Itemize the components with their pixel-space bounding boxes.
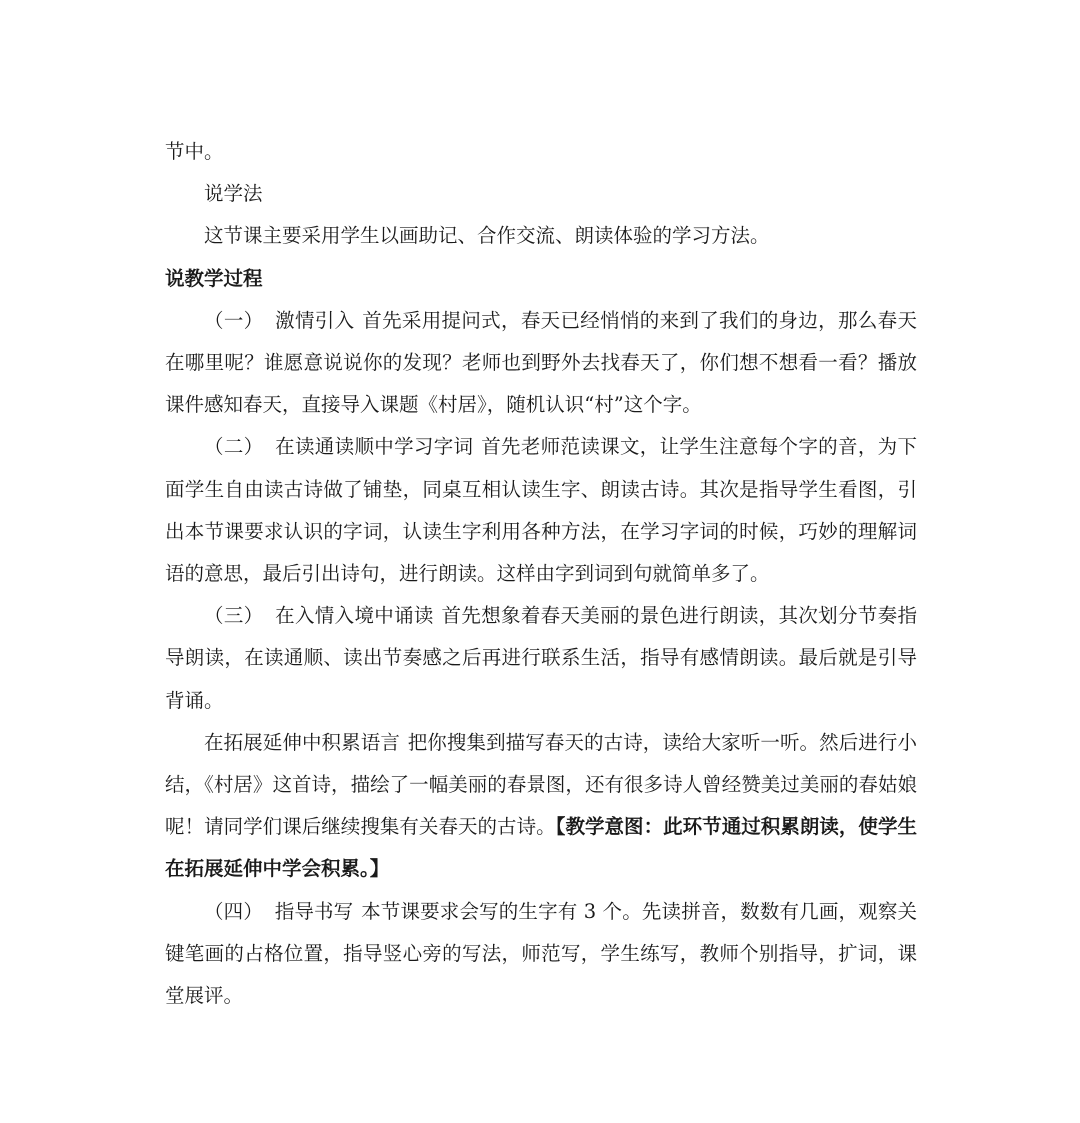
teaching-intent-note: 【教学意图：此环节通过积累朗读，使学生在拓展延伸中学会积累。】 bbox=[165, 815, 917, 881]
paragraph-step-1 bbox=[165, 300, 917, 427]
step-1-title: 激情引入 bbox=[275, 308, 355, 332]
step-1-label: （一） bbox=[204, 308, 264, 332]
step-4-title: 指导书写 bbox=[274, 899, 354, 923]
paragraph-step-2 bbox=[165, 426, 917, 595]
document-body bbox=[165, 131, 917, 1017]
paragraph-step-3-extension bbox=[165, 722, 917, 891]
step-1-text: 首先采用提问式，春天已经悄悄的来到了我们的身边，那么春天在哪里呢？谁愿意说说你的发现？老师也到野外去找春天了，你们想不想看一看？播放课件感知春天，直接导入课题《村居》，随机认识“村”这个字。 bbox=[165, 308, 917, 417]
section-heading-teaching-process: 说教学过程 bbox=[165, 266, 263, 290]
step-4-label: （四） bbox=[204, 899, 263, 923]
step-4-text: 本节课要求会写的生字有 3 个。先读拼音，数数有几画，观察关键笔画的占格位置，指导竖心旁的写法，师范写，学生练写，教师个别指导，扩词，课堂展评。 bbox=[165, 899, 917, 1008]
step-2-title: 在读通读顺中学习字词 bbox=[275, 435, 474, 459]
step-2-text: 首先老师范读课文，让学生注意每个字的音，为下面学生自由读古诗做了铺垫，同桌互相认读生字、朗读古诗。其次是指导学生看图，引出本节课要求认识的字词，认读生字利用各种方法，在学习字词的时候，巧妙的理解词语的意思，最后引出诗句，进行朗读。这样由字到词到句就简单多了。 bbox=[165, 435, 917, 586]
step-3-label: （三） bbox=[204, 604, 264, 628]
paragraph-step-3 bbox=[165, 595, 917, 722]
paragraph-learning-method: 这节课主要采用学生以画助记、合作交流、朗读体验的学习方法。 bbox=[204, 224, 770, 248]
step-3-title: 在入情入境中诵读 bbox=[275, 604, 434, 628]
section-label-learning-method: 说学法 bbox=[204, 182, 263, 206]
step-3-extension-text: 把你搜集到描写春天的古诗，读给大家听一听。然后进行小结，《村居》这首诗，描绘了一幅美丽的春景图，还有很多诗人曾经赞美过美丽的春姑娘呢！请同学们课后继续搜集有关春天的古诗。 bbox=[165, 730, 917, 839]
step-3-text: 首先想象着春天美丽的景色进行朗读，其次划分节奏指导朗读，在读通顺、读出节奏感之后再进行联系生活，指导有感情朗读。最后就是引导背诵。 bbox=[165, 604, 917, 712]
paragraph-continuation: 节中。 bbox=[165, 140, 224, 163]
step-2-label: （二） bbox=[204, 435, 264, 459]
paragraph-step-4 bbox=[165, 891, 917, 1018]
step-3-extension-title: 在拓展延伸中积累语言 bbox=[204, 730, 400, 754]
